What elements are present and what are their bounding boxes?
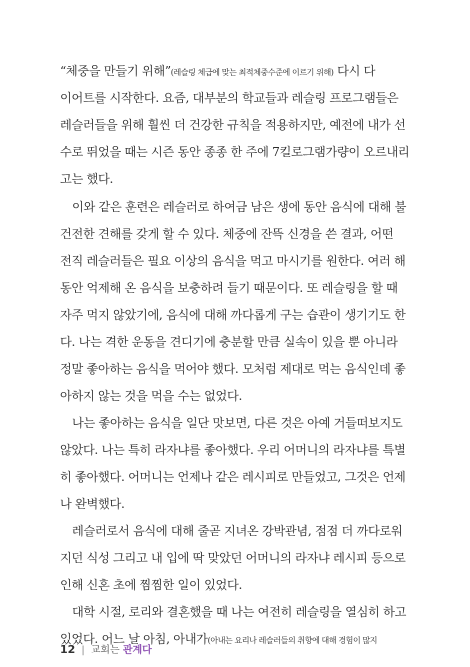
text-line: 건전한 견해를 갖게 할 수 있다. 체중에 잔뜩 신경을 쓴 결과, 어떤	[60, 227, 394, 241]
book-title: 교회는 관계다	[90, 645, 152, 656]
text-line: 이와 같은 훈련은 레슬러로 하여금 남은 생에 동안 음식에 대해 불	[72, 200, 407, 214]
text-line: 수로 뛰었을 때는 시즌 동안 종종 한 주에 7킬로그램가량이 오르내리	[60, 145, 410, 159]
inline-note: (아내는 요리나 레슬러들의 취향에 대해 경험이 많지	[207, 636, 378, 645]
text-line: 레슬러들을 위해 훨씬 더 건강한 규칙을 적용하지만, 예전에 내가 선	[60, 118, 406, 132]
text-line: 인해 신혼 초에 찜찜한 일이 있었다.	[60, 578, 243, 592]
inline-note: (레슬링 체급에 맞는 최적체중수준에 이르기 위해)	[170, 68, 334, 77]
text-line: 히 좋아했다. 어머니는 언제나 같은 레시피로 만들었고, 그것은 언제	[60, 470, 406, 484]
text-line: 나 완벽했다.	[60, 497, 125, 511]
book-title-highlight: 관계다	[122, 645, 152, 656]
text-line: 정말 좋아하는 음식을 먹어야 했다. 모처럼 제대로 먹는 음식인데 좋	[60, 362, 406, 376]
page-footer	[60, 642, 152, 658]
text-line: 레슬러로서 음식에 대해 줄곧 지녀온 강박관념, 점점 더 까다로워	[72, 524, 403, 538]
text-line: “체중을 만들기 위해”(레슬링 체급에 맞는 최적체중수준에 이르기 위해) 다시 다	[60, 64, 376, 78]
text-line: 지던 식성 그리고 내 입에 딱 맞았던 어머니의 라자냐 레시피 등으로	[60, 551, 406, 565]
text-line: 다. 나는 격한 운동을 견디기에 충분할 만큼 실속이 있을 뿐 아니라	[60, 335, 398, 349]
text-line: 있었다. 어느 날 아침, 아내가(아내는 요리나 레슬러들의 취향에 대해 경험이 많지	[60, 632, 378, 646]
text-line: 전직 레슬러들은 필요 이상의 음식을 먹고 마시기를 원한다. 여러 해	[60, 254, 406, 268]
text-line: 않았다. 나는 특히 라자냐를 좋아했다. 우리 어머니의 라자냐를 특별	[60, 443, 406, 457]
text-line: 대학 시절, 로리와 결혼했을 때 나는 여전히 레슬링을 열심히 하고	[72, 605, 407, 619]
text-line: 나는 좋아하는 음식을 일단 맛보면, 다른 것은 아예 거들떠보지도	[72, 416, 403, 430]
text-line: 이어트를 시작한다. 요즘, 대부분의 학교들과 레슬링 프로그램들은	[60, 91, 399, 105]
text-line: 자주 먹지 않았기에, 음식에 대해 까다롭게 구는 습관이 생기기도 한	[60, 308, 406, 322]
text-line: 아하지 않는 것을 먹을 수는 없었다.	[60, 389, 243, 403]
text-line: 고는 했다.	[60, 172, 114, 186]
text-line: 동안 억제해 온 음식을 보충하려 들기 때문이다. 또 레슬링을 할 때	[60, 281, 398, 295]
page-number: 12	[60, 643, 76, 656]
footer-separator: |	[81, 645, 85, 656]
